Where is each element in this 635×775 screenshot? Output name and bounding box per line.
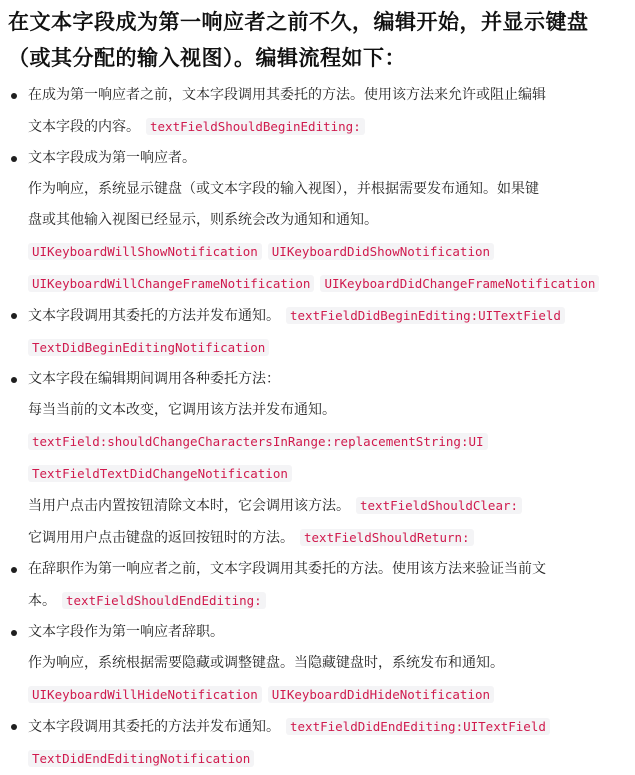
item-text: 在成为第一响应者之前，文本字段调用其委托的方法。使用该方法来允许或阻止编辑 <box>28 87 546 103</box>
list-item <box>8 300 625 364</box>
section-heading <box>8 4 625 76</box>
code-snippet: UIKeyboardWillShowNotification <box>28 243 262 260</box>
code-snippet: TextDidBeginEditingNotification <box>28 339 269 356</box>
list-item <box>8 364 625 554</box>
bullet-icon <box>11 630 17 636</box>
item-text: 本。 <box>28 593 56 609</box>
code-snippet: UIKeyboardDidHideNotification <box>268 686 494 703</box>
item-text: 文本字段调用其委托的方法并发布通知。 <box>28 719 280 735</box>
item-text: 作为响应，系统根据需要隐藏或调整键盘。当隐藏键盘时，系统发布和通知。 <box>28 655 504 671</box>
bullet-icon <box>11 724 17 730</box>
item-text: 文本字段调用其委托的方法并发布通知。 <box>28 308 280 324</box>
item-line <box>28 679 625 711</box>
item-line <box>28 522 625 554</box>
code-snippet: textFieldShouldBeginEditing: <box>146 118 365 135</box>
item-text: 在辞职作为第一响应者之前，文本字段调用其委托的方法。使用该方法来验证当前文 <box>28 561 546 577</box>
item-line <box>28 585 625 617</box>
item-text: 盘或其他输入视图已经显示，则系统会改为通知和通知。 <box>28 212 378 228</box>
code-snippet: textField:shouldChangeCharactersInRange:replacementString:UI <box>28 433 488 450</box>
bullet-icon <box>11 156 17 162</box>
item-line <box>28 332 625 364</box>
item-line <box>28 111 625 143</box>
item-line <box>28 236 625 268</box>
item-line <box>28 711 625 743</box>
item-text: 当用户点击内置按钮清除文本时，它会调用该方法。 <box>28 498 350 514</box>
item-line <box>28 743 625 775</box>
code-snippet: TextFieldTextDidChangeNotification <box>28 465 292 482</box>
list-item <box>8 554 625 617</box>
item-text: 文本字段成为第一响应者。 <box>28 150 196 166</box>
bullet-icon <box>11 313 17 319</box>
code-snippet: UIKeyboardDidShowNotification <box>268 243 494 260</box>
item-line <box>28 458 625 490</box>
item-text: 文本字段作为第一响应者辞职。 <box>28 624 224 640</box>
item-text: 每当当前的文本改变，它调用该方法并发布通知。 <box>28 402 336 418</box>
code-snippet: UIKeyboardDidChangeFrameNotification <box>320 275 599 292</box>
list-item <box>8 143 625 300</box>
item-text: 文本字段的内容。 <box>28 119 140 135</box>
item-line <box>28 490 625 522</box>
heading-line: 在文本字段成为第一响应者之前不久，编辑开始，并显示键盘 <box>8 10 589 34</box>
bullet-icon <box>11 377 17 383</box>
bullet-icon <box>11 567 17 573</box>
list-item <box>8 617 625 711</box>
code-snippet: UIKeyboardWillHideNotification <box>28 686 262 703</box>
code-snippet: UIKeyboardWillChangeFrameNotification <box>28 275 314 292</box>
bullet-icon <box>11 93 17 99</box>
code-snippet: textFieldDidEndEditing:UITextField <box>286 718 550 735</box>
editing-flow-list <box>8 80 625 775</box>
item-text: 文本字段在编辑期间调用各种委托方法： <box>28 371 280 387</box>
code-snippet: textFieldShouldReturn: <box>300 529 474 546</box>
code-snippet: textFieldShouldEndEditing: <box>62 592 266 609</box>
item-text: 它调用用户点击键盘的返回按钮时的方法。 <box>28 530 294 546</box>
item-line <box>28 426 625 458</box>
code-snippet: textFieldDidBeginEditing:UITextField <box>286 307 565 324</box>
heading-line: （或其分配的输入视图）。编辑流程如下： <box>8 46 406 70</box>
list-item <box>8 80 625 143</box>
item-text: 作为响应，系统显示键盘（或文本字段的输入视图），并根据需要发布通知。如果键 <box>28 181 539 197</box>
list-item <box>8 711 625 775</box>
item-line <box>28 268 625 300</box>
item-line <box>28 300 625 332</box>
code-snippet: TextDidEndEditingNotification <box>28 750 254 767</box>
code-snippet: textFieldShouldClear: <box>356 497 522 514</box>
